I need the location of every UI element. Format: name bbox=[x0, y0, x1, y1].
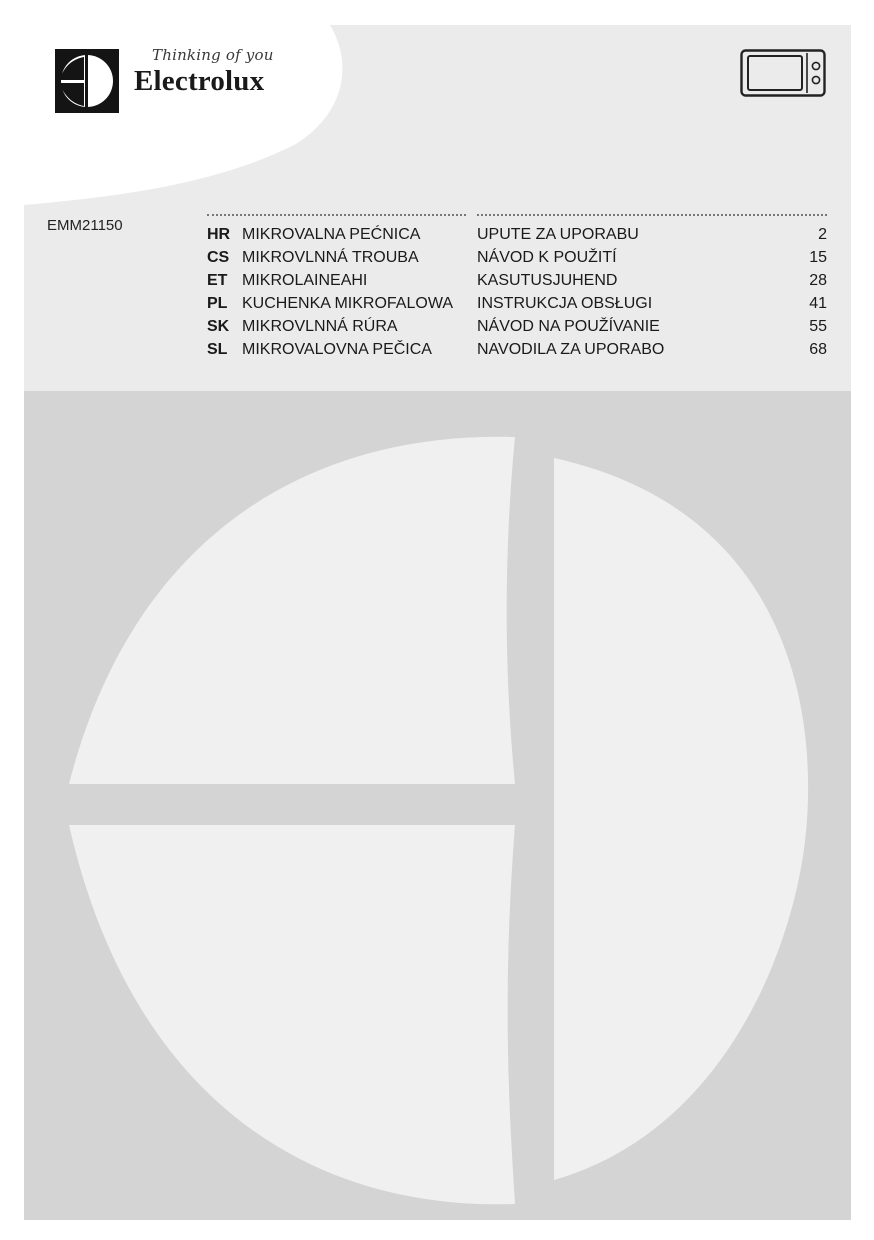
document-title: NÁVOD NA POUŽÍVANIE bbox=[477, 318, 660, 335]
product-name: MIKROVLNNÁ TROUBA bbox=[242, 249, 419, 266]
document-title: NÁVOD K POUŽITÍ bbox=[477, 249, 617, 266]
toc-row-sl[interactable] bbox=[207, 338, 827, 361]
header-white-wave bbox=[24, 25, 851, 225]
cover-graphic-panel bbox=[24, 391, 851, 1220]
brand-name: Electrolux bbox=[134, 65, 265, 97]
toc-row-hr[interactable] bbox=[207, 223, 827, 246]
toc-divider-left bbox=[207, 214, 466, 216]
electrolux-logo-icon bbox=[55, 49, 119, 113]
page-number: 68 bbox=[809, 341, 827, 358]
product-name: KUCHENKA MIKROFALOWA bbox=[242, 295, 453, 312]
electrolux-mark-icon bbox=[24, 391, 851, 1220]
language-code: CS bbox=[207, 249, 230, 266]
model-number: EMM21150 bbox=[47, 217, 123, 234]
language-code: ET bbox=[207, 272, 228, 289]
page-number: 28 bbox=[809, 272, 827, 289]
page-number: 15 bbox=[809, 249, 827, 266]
toc-row-cs[interactable] bbox=[207, 246, 827, 269]
table-of-contents bbox=[207, 223, 827, 361]
page-number: 41 bbox=[809, 295, 827, 312]
page-number: 55 bbox=[809, 318, 827, 335]
product-name: MIKROVALNA PEĆNICA bbox=[242, 226, 421, 243]
language-code: SK bbox=[207, 318, 230, 335]
document-title: UPUTE ZA UPORABU bbox=[477, 226, 639, 243]
language-code: HR bbox=[207, 226, 231, 243]
page-number: 2 bbox=[818, 226, 827, 243]
language-code: PL bbox=[207, 295, 228, 312]
product-name: MIKROVLNNÁ RÚRA bbox=[242, 318, 398, 335]
toc-row-pl[interactable] bbox=[207, 292, 827, 315]
brand-tagline: Thinking of you bbox=[152, 46, 274, 64]
toc-row-sk[interactable] bbox=[207, 315, 827, 338]
toc-divider-right bbox=[477, 214, 827, 216]
product-name: MIKROVALOVNA PEČICA bbox=[242, 341, 432, 358]
language-code: SL bbox=[207, 341, 228, 358]
document-title: NAVODILA ZA UPORABO bbox=[477, 341, 665, 358]
document-title: INSTRUKCJA OBSŁUGI bbox=[477, 295, 653, 312]
product-name: MIKROLAINEAHI bbox=[242, 272, 368, 289]
document-title: KASUTUSJUHEND bbox=[477, 272, 618, 289]
cover-page bbox=[24, 25, 851, 1220]
toc-row-et[interactable] bbox=[207, 269, 827, 292]
microwave-icon bbox=[740, 49, 826, 97]
